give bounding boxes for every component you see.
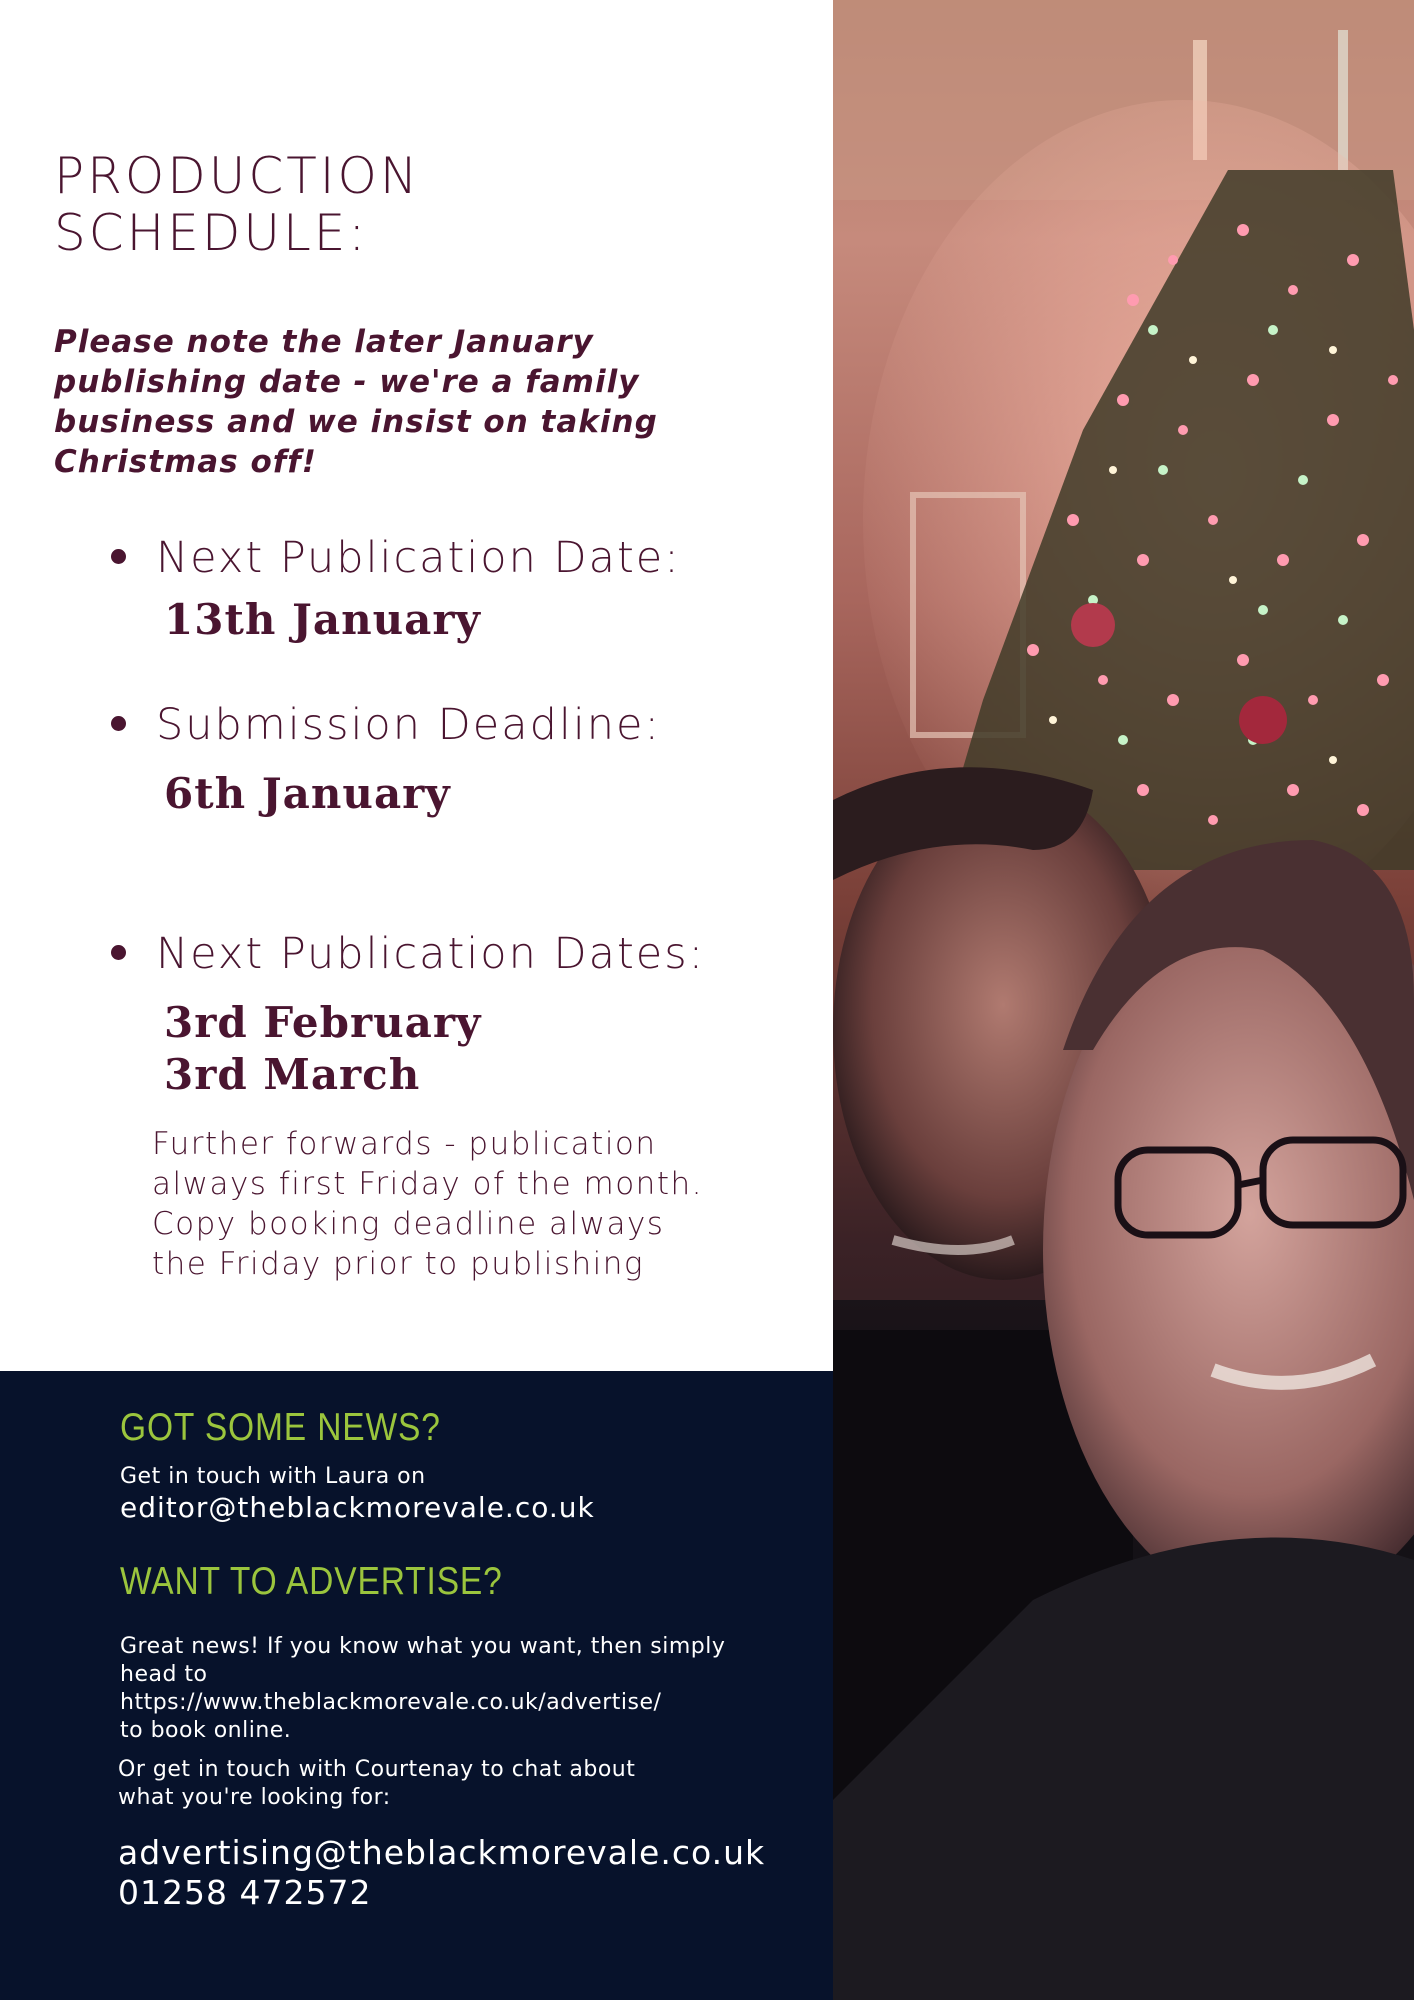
next-publication-dates-value-2: 3rd March <box>164 1050 421 1099</box>
advertise-line: head to <box>120 1662 208 1687</box>
photo-illustration <box>833 0 1414 2000</box>
next-publication-dates-value-1: 3rd February <box>164 998 482 1047</box>
submission-deadline-value: 6th January <box>164 769 451 818</box>
courtenay-line: what you're looking for: <box>118 1785 391 1810</box>
further-line: the Friday prior to publishing <box>152 1246 645 1282</box>
contact-panel <box>0 1371 833 2000</box>
title-line-1: PRODUCTION <box>54 147 421 205</box>
bullet-dot <box>111 549 126 564</box>
editor-email-link[interactable]: editor@theblackmorevale.co.uk <box>120 1491 595 1524</box>
further-line: Copy booking deadline always <box>152 1206 665 1242</box>
advertise-url-link[interactable]: https://www.theblackmorevale.co.uk/advertise/ <box>120 1690 662 1715</box>
further-line: always first Friday of the month. <box>152 1166 703 1202</box>
bullet-dot <box>111 945 126 960</box>
title-line-2: SCHEDULE: <box>54 204 369 262</box>
further-forwards-text <box>152 1124 792 1284</box>
phone-number: 01258 472572 <box>118 1873 372 1912</box>
further-line: Further forwards - publication <box>152 1126 657 1162</box>
advertise-line: to book online. <box>120 1718 292 1743</box>
advertise-heading: WANT TO ADVERTISE? <box>120 1560 503 1603</box>
submission-deadline-label: Submission Deadline: <box>156 700 661 750</box>
advertising-email-link[interactable]: advertising@theblackmorevale.co.uk <box>118 1833 766 1872</box>
next-publication-date-value: 13th January <box>164 595 481 644</box>
courtenay-line: Or get in touch with Courtenay to chat about <box>118 1757 636 1782</box>
news-heading: GOT SOME NEWS? <box>120 1406 441 1449</box>
advertise-line: Great news! If you know what you want, then simply <box>120 1634 726 1659</box>
news-text: Get in touch with Laura on <box>120 1464 426 1489</box>
next-publication-dates-label: Next Publication Dates: <box>156 929 706 979</box>
bullet-dot <box>111 716 126 731</box>
next-publication-date-label: Next Publication Date: <box>156 533 681 583</box>
january-note: Please note the later January publishing date - we're a family business and we insist on taking Christmas off! <box>54 324 658 480</box>
schedule-panel <box>0 0 833 1371</box>
page-title <box>54 148 754 262</box>
christmas-selfie-photo <box>833 0 1414 2000</box>
